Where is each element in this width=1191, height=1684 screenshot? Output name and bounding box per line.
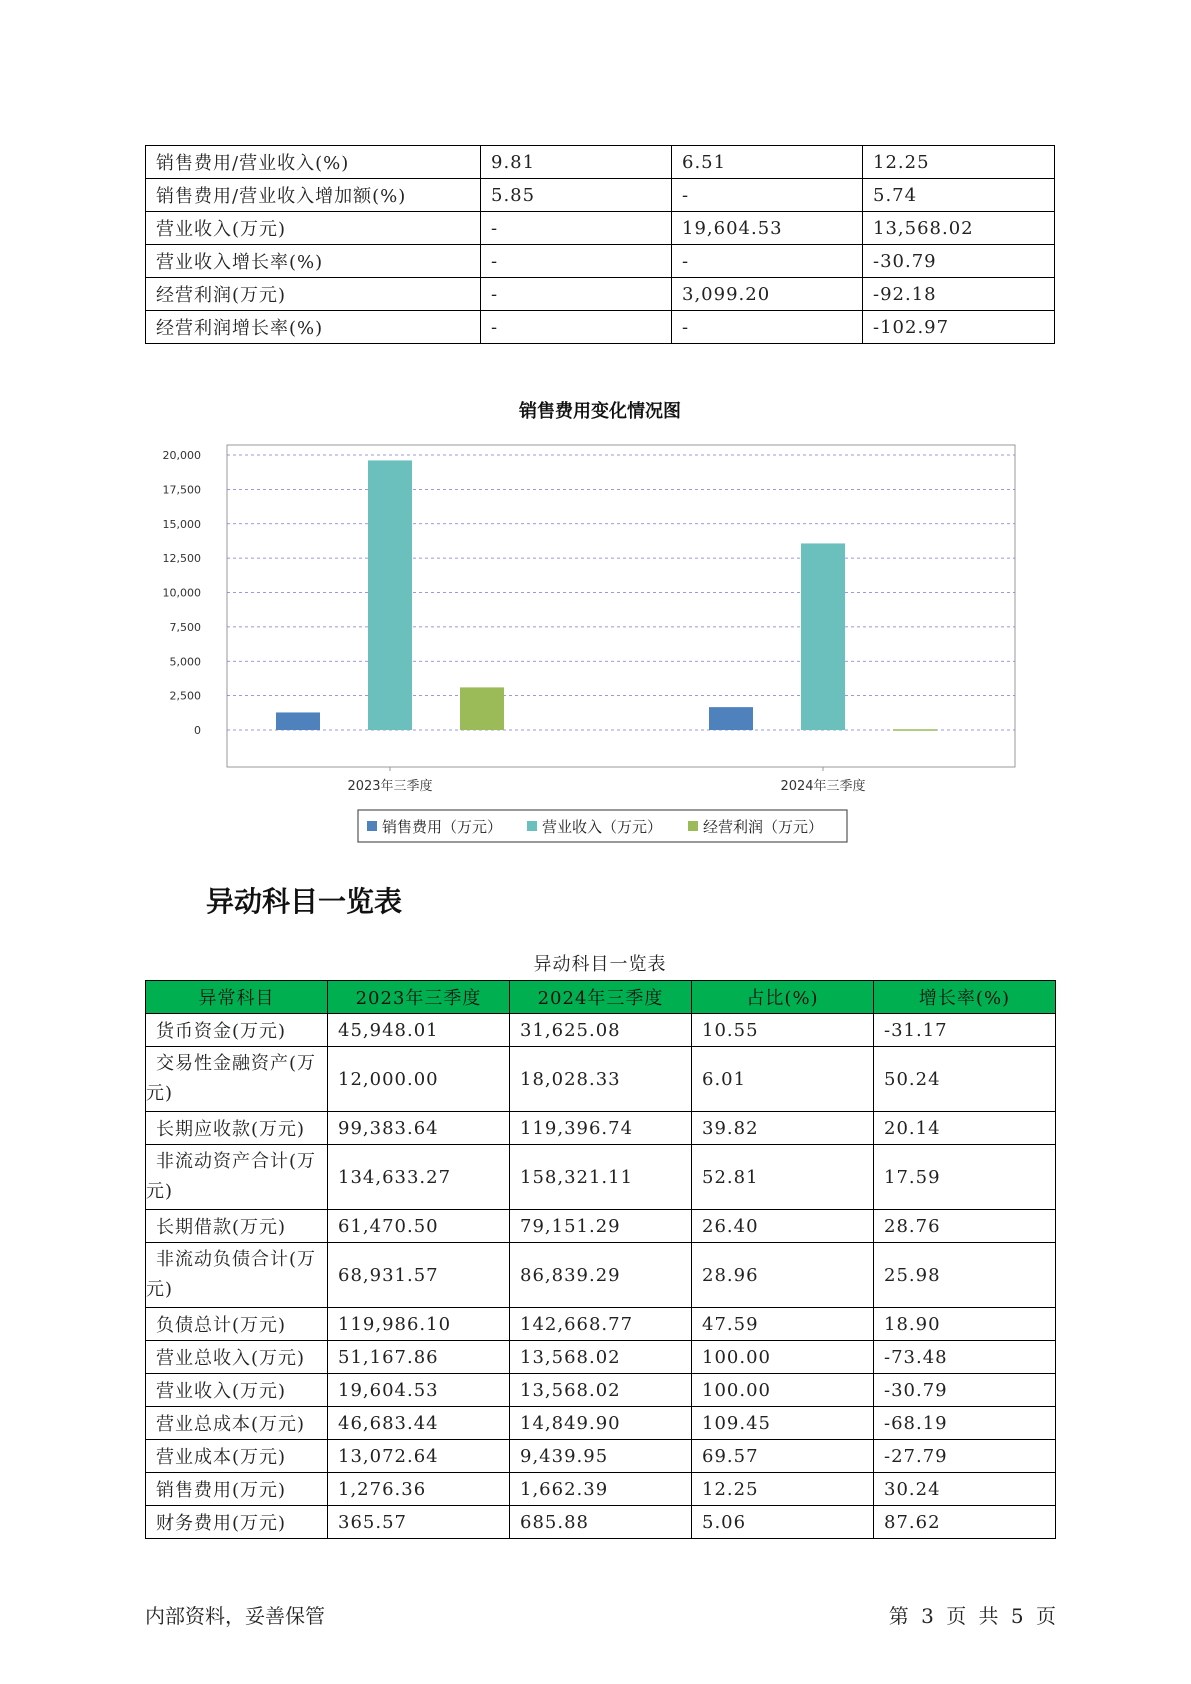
metric-value: 19,604.53 xyxy=(672,212,863,245)
metric-value: - xyxy=(672,245,863,278)
row-value: -27.79 xyxy=(874,1440,1056,1473)
y-tick-label: 12,500 xyxy=(162,552,201,566)
metric-value: 6.51 xyxy=(672,146,863,179)
plot-border xyxy=(227,445,1015,767)
row-value: 119,986.10 xyxy=(328,1308,510,1341)
metric-value: - xyxy=(481,212,672,245)
row-value: 79,151.29 xyxy=(510,1210,692,1243)
column-header: 占比(%) xyxy=(692,981,874,1014)
bar xyxy=(276,712,320,730)
row-value: 17.59 xyxy=(874,1145,1056,1210)
row-value: 86,839.29 xyxy=(510,1243,692,1308)
row-label: 销售费用(万元) xyxy=(146,1473,328,1506)
row-value: 50.24 xyxy=(874,1047,1056,1112)
metrics-table xyxy=(145,145,1055,344)
metric-value: - xyxy=(672,179,863,212)
row-value: 31,625.08 xyxy=(510,1014,692,1047)
row-value: 47.59 xyxy=(692,1308,874,1341)
metrics-row xyxy=(146,311,1055,344)
table-row xyxy=(146,1210,1056,1243)
table-row xyxy=(146,1473,1056,1506)
row-value: 14,849.90 xyxy=(510,1407,692,1440)
metric-label: 销售费用/营业收入增加额(%) xyxy=(146,179,481,212)
metrics-row xyxy=(146,278,1055,311)
metrics-row xyxy=(146,179,1055,212)
metric-value: 5.85 xyxy=(481,179,672,212)
y-tick-label: 7,500 xyxy=(169,620,201,634)
row-value: 52.81 xyxy=(692,1145,874,1210)
row-value: 99,383.64 xyxy=(328,1112,510,1145)
metric-label: 经营利润增长率(%) xyxy=(146,311,481,344)
chart-svg xyxy=(145,395,1055,855)
table-row xyxy=(146,1308,1056,1341)
row-value: 119,396.74 xyxy=(510,1112,692,1145)
footer-confidential: 内部资料，妥善保管 xyxy=(145,1604,325,1628)
row-value: -68.19 xyxy=(874,1407,1056,1440)
table-row xyxy=(146,1145,1056,1210)
row-value: 9,439.95 xyxy=(510,1440,692,1473)
row-value: 13,072.64 xyxy=(328,1440,510,1473)
column-header: 2023年三季度 xyxy=(328,981,510,1014)
table-row xyxy=(146,1014,1056,1047)
metric-value: -30.79 xyxy=(863,245,1055,278)
bar xyxy=(801,543,845,730)
row-value: 61,470.50 xyxy=(328,1210,510,1243)
table-row xyxy=(146,1047,1056,1112)
metrics-row xyxy=(146,146,1055,179)
x-category-label: 2023年三季度 xyxy=(347,779,433,794)
row-label: 营业总收入(万元) xyxy=(146,1341,328,1374)
bar xyxy=(709,707,753,730)
table-row xyxy=(146,1374,1056,1407)
row-value: 1,276.36 xyxy=(328,1473,510,1506)
metric-value: 5.74 xyxy=(863,179,1055,212)
table-header-row xyxy=(146,981,1056,1014)
table-row xyxy=(146,1407,1056,1440)
row-label: 长期借款(万元) xyxy=(146,1210,328,1243)
column-header: 异常科目 xyxy=(146,981,328,1014)
row-label: 营业收入(万元) xyxy=(146,1374,328,1407)
y-tick-label: 5,000 xyxy=(169,655,201,669)
row-value: 28.76 xyxy=(874,1210,1056,1243)
metric-value: -92.18 xyxy=(863,278,1055,311)
row-label: 财务费用(万元) xyxy=(146,1506,328,1539)
metric-label: 营业收入(万元) xyxy=(146,212,481,245)
metric-value: - xyxy=(481,311,672,344)
row-value: 13,568.02 xyxy=(510,1341,692,1374)
table-row xyxy=(146,1506,1056,1539)
row-label: 货币资金(万元) xyxy=(146,1014,328,1047)
row-value: 68,931.57 xyxy=(328,1243,510,1308)
row-value: 18,028.33 xyxy=(510,1047,692,1112)
table-row xyxy=(146,1243,1056,1308)
row-label: 非流动资产合计(万元) xyxy=(146,1145,328,1210)
column-header: 增长率(%) xyxy=(874,981,1056,1014)
legend-label: 销售费用（万元） xyxy=(382,818,503,836)
metric-value: 9.81 xyxy=(481,146,672,179)
metric-value: - xyxy=(481,245,672,278)
legend-swatch xyxy=(688,821,698,831)
row-label: 非流动负债合计(万元) xyxy=(146,1243,328,1308)
metric-value: -102.97 xyxy=(863,311,1055,344)
row-value: 100.00 xyxy=(692,1341,874,1374)
row-value: 5.06 xyxy=(692,1506,874,1539)
row-value: 20.14 xyxy=(874,1112,1056,1145)
row-value: 1,662.39 xyxy=(510,1473,692,1506)
table-row xyxy=(146,1440,1056,1473)
row-label: 营业总成本(万元) xyxy=(146,1407,328,1440)
row-label: 长期应收款(万元) xyxy=(146,1112,328,1145)
y-tick-label: 15,000 xyxy=(162,517,201,531)
row-label: 负债总计(万元) xyxy=(146,1308,328,1341)
row-value: 46,683.44 xyxy=(328,1407,510,1440)
row-value: 100.00 xyxy=(692,1374,874,1407)
row-value: 12.25 xyxy=(692,1473,874,1506)
row-value: 45,948.01 xyxy=(328,1014,510,1047)
row-value: 39.82 xyxy=(692,1112,874,1145)
row-value: 365.57 xyxy=(328,1506,510,1539)
anomaly-table xyxy=(145,980,1056,1539)
bar xyxy=(368,460,412,730)
row-label: 交易性金融资产(万元) xyxy=(146,1047,328,1112)
bar xyxy=(460,687,504,730)
column-header: 2024年三季度 xyxy=(510,981,692,1014)
table-caption: 异动科目一览表 xyxy=(533,954,667,975)
y-tick-label: 2,500 xyxy=(169,689,201,703)
row-value: 30.24 xyxy=(874,1473,1056,1506)
section-title: 异动科目一览表 xyxy=(206,885,403,918)
row-value: 6.01 xyxy=(692,1047,874,1112)
y-tick-label: 20,000 xyxy=(162,449,201,462)
row-value: 19,604.53 xyxy=(328,1374,510,1407)
y-tick-label: 0 xyxy=(194,724,201,737)
metric-label: 经营利润(万元) xyxy=(146,278,481,311)
row-value: 13,568.02 xyxy=(510,1374,692,1407)
metric-value: - xyxy=(481,278,672,311)
metric-value: 12.25 xyxy=(863,146,1055,179)
row-value: 685.88 xyxy=(510,1506,692,1539)
chart-title: 销售费用变化情况图 xyxy=(519,401,681,422)
row-value: 12,000.00 xyxy=(328,1047,510,1112)
y-tick-label: 17,500 xyxy=(162,483,201,497)
row-label: 营业成本(万元) xyxy=(146,1440,328,1473)
bar xyxy=(893,729,937,731)
row-value: 26.40 xyxy=(692,1210,874,1243)
row-value: 158,321.11 xyxy=(510,1145,692,1210)
row-value: 18.90 xyxy=(874,1308,1056,1341)
metric-value: 13,568.02 xyxy=(863,212,1055,245)
row-value: -31.17 xyxy=(874,1014,1056,1047)
row-value: 10.55 xyxy=(692,1014,874,1047)
legend-swatch xyxy=(527,821,537,831)
metric-label: 营业收入增长率(%) xyxy=(146,245,481,278)
legend-label: 营业收入（万元） xyxy=(542,818,663,836)
row-value: 134,633.27 xyxy=(328,1145,510,1210)
metrics-row xyxy=(146,212,1055,245)
legend-label: 经营利润（万元） xyxy=(703,818,824,836)
row-value: 142,668.77 xyxy=(510,1308,692,1341)
metric-value: 3,099.20 xyxy=(672,278,863,311)
metric-value: - xyxy=(672,311,863,344)
table-row xyxy=(146,1341,1056,1374)
row-value: 87.62 xyxy=(874,1506,1056,1539)
y-tick-label: 10,000 xyxy=(162,586,201,600)
metrics-row xyxy=(146,245,1055,278)
legend-swatch xyxy=(367,821,377,831)
table-row xyxy=(146,1112,1056,1145)
row-value: 28.96 xyxy=(692,1243,874,1308)
row-value: 69.57 xyxy=(692,1440,874,1473)
row-value: 51,167.86 xyxy=(328,1341,510,1374)
footer-page-number: 第 3 页 共 5 页 xyxy=(888,1604,1056,1628)
sales-expense-chart xyxy=(145,395,1055,855)
row-value: 109.45 xyxy=(692,1407,874,1440)
row-value: -73.48 xyxy=(874,1341,1056,1374)
row-value: -30.79 xyxy=(874,1374,1056,1407)
x-category-label: 2024年三季度 xyxy=(780,779,866,794)
row-value: 25.98 xyxy=(874,1243,1056,1308)
metric-label: 销售费用/营业收入(%) xyxy=(146,146,481,179)
